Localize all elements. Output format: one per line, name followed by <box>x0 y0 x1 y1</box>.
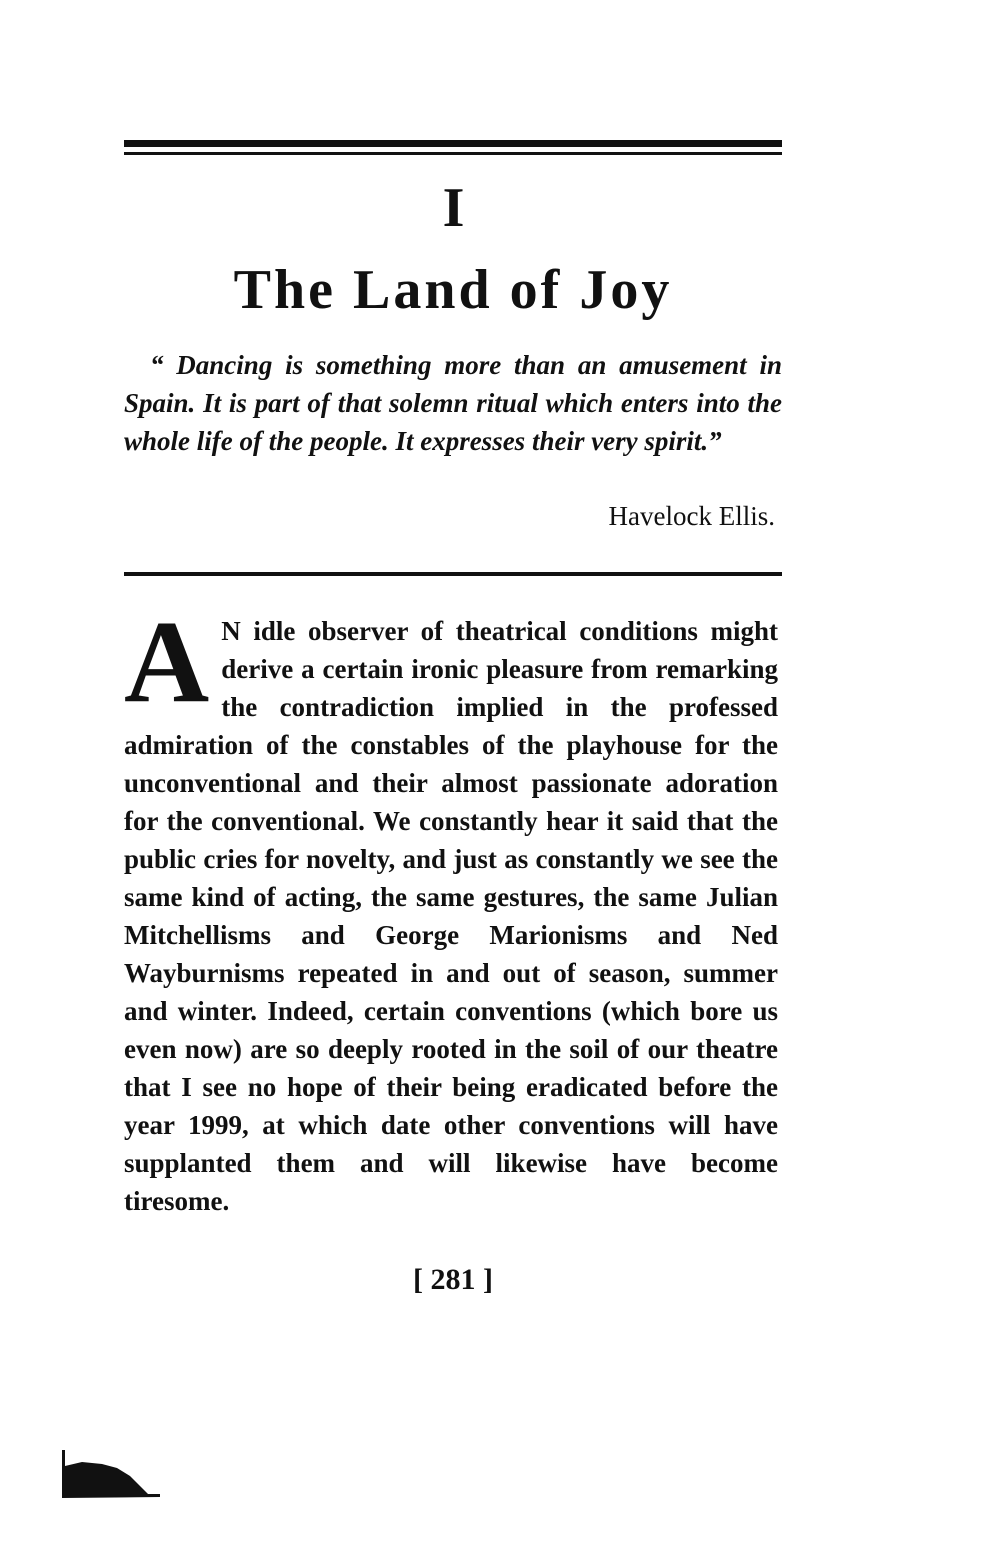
epigraph-text: “ Dancing is something more than an amusement in Spain. It is part of that solemn ritual which enters into the whole life of the people. It expresses their very spirit.” <box>124 350 782 456</box>
section-divider-rule <box>124 572 782 576</box>
top-double-rule <box>124 140 782 155</box>
epigraph-author: Havelock Ellis. <box>608 501 775 531</box>
top-rule-thin <box>124 152 782 155</box>
drop-cap: A <box>124 596 210 727</box>
scan-artifact-mark <box>62 1450 162 1500</box>
epigraph-quote <box>124 346 782 460</box>
top-rule-thick <box>124 140 782 147</box>
page-number: [ 281 ] <box>413 1263 493 1296</box>
chapter-title: The Land of Joy <box>233 259 673 321</box>
chapter-number: I <box>442 177 465 239</box>
body-paragraph-text: N idle observer of theatrical conditions might derive a certain ironic pleasure from remarking the contradiction implied in the professed admiration of the constables of the playhouse for the unconventional and their almost passionate adoration for the conventional. We constantly hear it said that the public cries for novelty, and just as constantly we see the same kind of acting, the same gestures, the same Julian Mitchellisms and George Marionisms and Ned Wayburnisms repeated in and out of season, summer and winter. Indeed, certain conventions (which bore us even now) are so deeply rooted in the soil of our theatre that I see no hope of their being eradicated before the year 1999, at which date other conventions will have supplanted them and will likewise have become tiresome. <box>124 616 778 1216</box>
body-paragraph <box>124 596 778 1220</box>
